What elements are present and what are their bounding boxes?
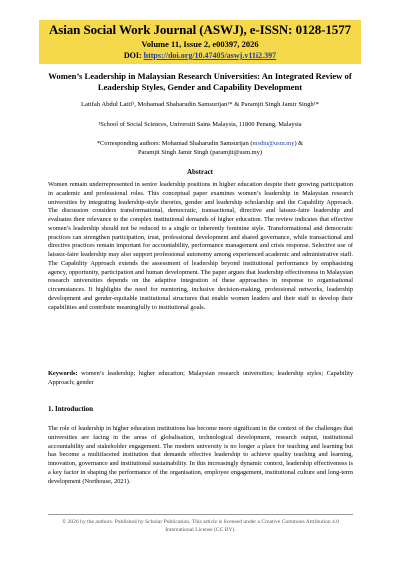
abstract-heading: Abstract	[186, 168, 214, 176]
doi-label: DOI:	[123, 51, 144, 60]
corresponding-line2: Paramjit Singh Jamir Singh (paramjit@usm.my)	[138, 149, 262, 156]
article-title: Women’s Leadership in Malaysian Research Universities: An Integrated Review of Leadership Styles, Gender and Capability Development	[48, 71, 352, 92]
journal-header	[39, 20, 361, 64]
license-footer: © 2026 by the authors. Published by Scholar Publication. This article is licensed under a Creative Commons Attribution 4.0 International License (CC BY).	[61, 519, 340, 533]
section-heading-introduction: 1. Introduction	[48, 405, 93, 413]
corresponding-email-link[interactable]: msdin@usm.my	[252, 140, 295, 147]
volume-issue: Volume 11, Issue 2, e00397, 2026	[141, 39, 259, 49]
doi-line	[39, 50, 361, 61]
keywords	[48, 370, 353, 388]
keywords-label: Keywords:	[48, 370, 78, 377]
keywords-text: women’s leadership; higher education; Malaysian research universities; leadership styles; Capability Approach; gender	[48, 370, 353, 386]
corresponding-authors	[40, 139, 360, 157]
doi-link[interactable]: https://doi.org/10.47405/aswj.v11i2.397	[143, 51, 277, 60]
abstract-text: Women remain underrepresented in senior leadership positions in higher education despite their growing participation in academic and professional roles. This conceptual paper examines women’s leadership in Malaysian research universities by integrating leadership-style theories, gender and leadership scholarship and the Capability Approach. The discussion considers transformational, democratic, transactional, directive and laissez-faire leadership and evaluates their relevance to the complex institutional demands of higher education. The review indicates that effective women’s leadership should not be reduced to a single or inherently feminine style. Transformational and democratic practices can strengthen participation, trust, professional development and shared governance, while transactional and directive practices remain important for accountability, performance management and crisis response. Selective use of laissez-faire leadership may also support professional autonomy among experienced academic and administrative staff. The Capability Approach extends the assessment of leadership beyond institutional performance by emphasising agency, opportunity, participation and human development. The paper argues that leadership effectiveness in Malaysian research universities depends on the adaptive integration of these approaches in response to organisational circumstances. It highlights the need for mentoring, inclusive decision-making, professional networks, leadership development and gender-equitable institutional structures that enable women leaders and their staff to develop their capabilities and contribute meaningfully to institutional goals.	[48, 181, 353, 311]
introduction-text: The role of leadership in higher education institutions has become more significant in the context of the challenges that universities are facing in the areas of globalisation, technological development, research output, institutional accountability and stakeholder engagement. The modern university is no longer a place for teaching and learning but has become a multifaceted institution that demands effective leadership to achieve quality teaching and learning, innovation, governance and institutional sustainability. In this increasingly dynamic context, leadership effectiveness is a key factor in shaping the performance of the organisation, employee engagement, institutional culture and long-term development (Northouse, 2021).	[48, 425, 353, 485]
corresponding-prefix: *Corresponding authors: Mohamad Shaharudin Samsurijan (	[96, 140, 253, 147]
corresponding-mid: ) &	[294, 140, 304, 147]
affiliation: ¹School of Social Sciences, Universiti Sains Malaysia, 11800 Penang, Malaysia	[98, 121, 302, 128]
author-list: Latifah Abdul Latif¹, Mohamad Shaharudin Samsurijan¹* & Paramjit Singh Jamir Singh¹*	[81, 101, 319, 108]
footer-divider	[48, 514, 353, 515]
journal-title: Asian Social Work Journal (ASWJ), e-ISSN: 0128-1577	[49, 22, 351, 37]
